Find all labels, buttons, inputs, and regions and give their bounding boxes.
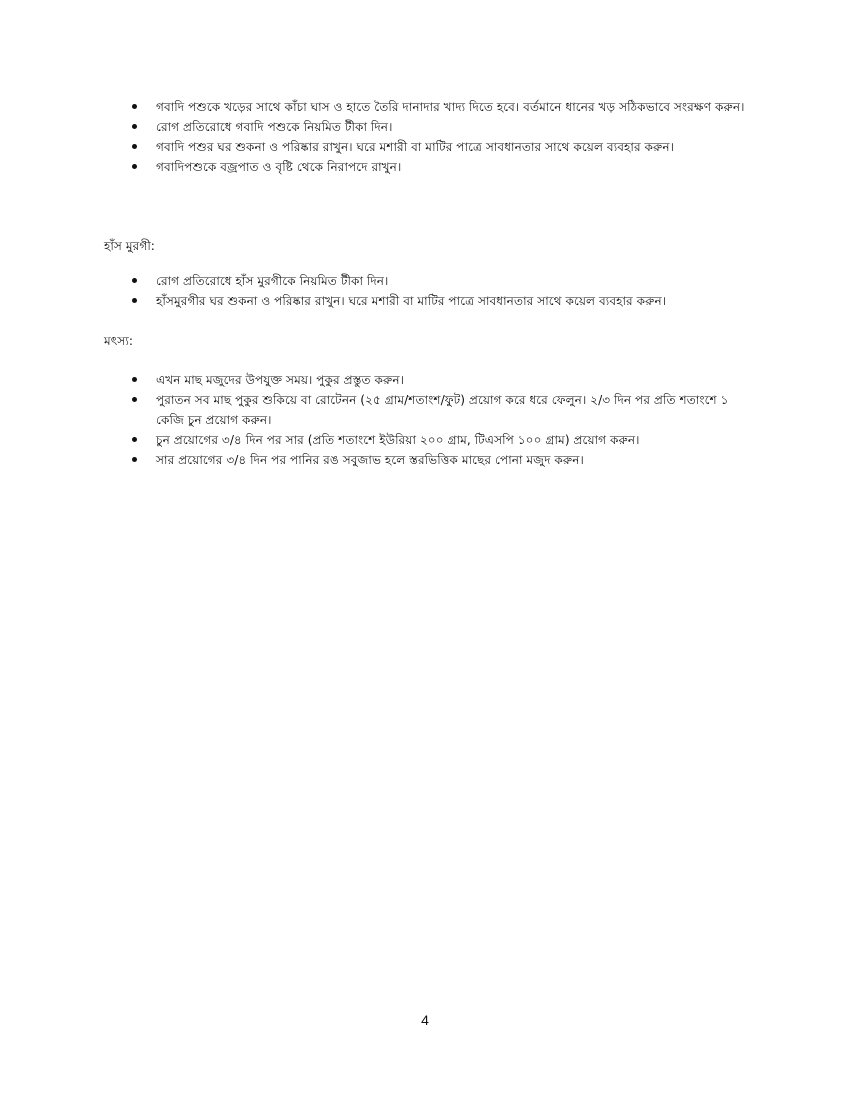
fish-heading: মৎস্য: [104,334,133,348]
bullet-icon [132,278,137,283]
list-item-text: গবাদি পশুকে খড়ের সাথে কাঁচা ঘাস ও হাতে তৈরি দানাদার খাদ্য দিতে হবে। বর্তমানে ধানের খড় সঠিকভাবে সংরক্ষণ করুন। [156,100,745,114]
list-item-text: গবাদি পশুর ঘর শুকনা ও পরিষ্কার রাখুন। ঘরে মশারী বা মাটির পাত্রে সাবধানতার সাথে কয়েল ব্যবহার করুন। [156,140,675,154]
list-item-text: এখন মাছ মজুদের উপযুক্ত সময়। পুকুর প্রস্তুত করুন। [156,373,405,387]
bullet-icon [132,437,137,442]
bullet-icon [132,164,137,169]
bullet-icon [132,457,137,462]
bullet-icon [132,124,137,129]
bullet-icon [132,377,137,382]
list-item [132,390,756,430]
page-number: 4 [421,1012,429,1028]
list-item [132,450,756,470]
list-item [132,157,756,177]
list-item-text: সার প্রয়োগের ৩/৪ দিন পর পানির রঙ সবুজাভ হলে স্তরভিত্তিক মাছের পোনা মজুদ করুন। [156,453,584,467]
bullet-icon [132,144,137,149]
list-item-text: রোগ প্রতিরোধে হাঁস মুরগীকে নিয়মিত টীকা দিন। [156,274,389,288]
list-item [132,271,756,291]
list-item-text: রোগ প্রতিরোধে গবাদি পশুকে নিয়মিত টীকা দিন। [156,120,393,134]
list-item-text: পুরাতন সব মাছ পুকুর শুকিয়ে বা রোটেনন (২৫ গ্রাম/শতাংশ/ফুট) প্রয়োগ করে ধরে ফেলুন। ২/৩ দিন পর প্রতি শতাংশে ১ কেজি চুন প্রয়োগ করুন। [156,393,729,427]
list-item [132,291,756,311]
poultry-heading: হাঁস মুরগী: [104,239,155,253]
fish-advice-list [132,370,756,470]
list-item [132,137,756,157]
list-item-text: গবাদিপশুকে বজ্রপাত ও বৃষ্টি থেকে নিরাপদে রাখুন। [156,160,402,174]
list-item [132,97,756,117]
bullet-icon [132,397,137,402]
list-item-text: চুন প্রয়োগের ৩/৪ দিন পর সার (প্রতি শতাংশে ইউরিয়া ২০০ গ্রাম, টিএসপি ১০০ গ্রাম) প্রয়োগ করুন। [156,433,640,447]
bullet-icon [132,298,137,303]
list-item [132,117,756,137]
list-item [132,370,756,390]
bullet-icon [132,104,137,109]
list-item [132,430,756,450]
livestock-advice-list [132,97,756,177]
poultry-advice-list [132,271,756,311]
list-item-text: হাঁসমুরগীর ঘর শুকনা ও পরিষ্কার রাখুন। ঘরে মশারী বা মাটির পাত্রে সাবধানতার সাথে কয়েল ব্যবহার করুন। [156,294,667,308]
